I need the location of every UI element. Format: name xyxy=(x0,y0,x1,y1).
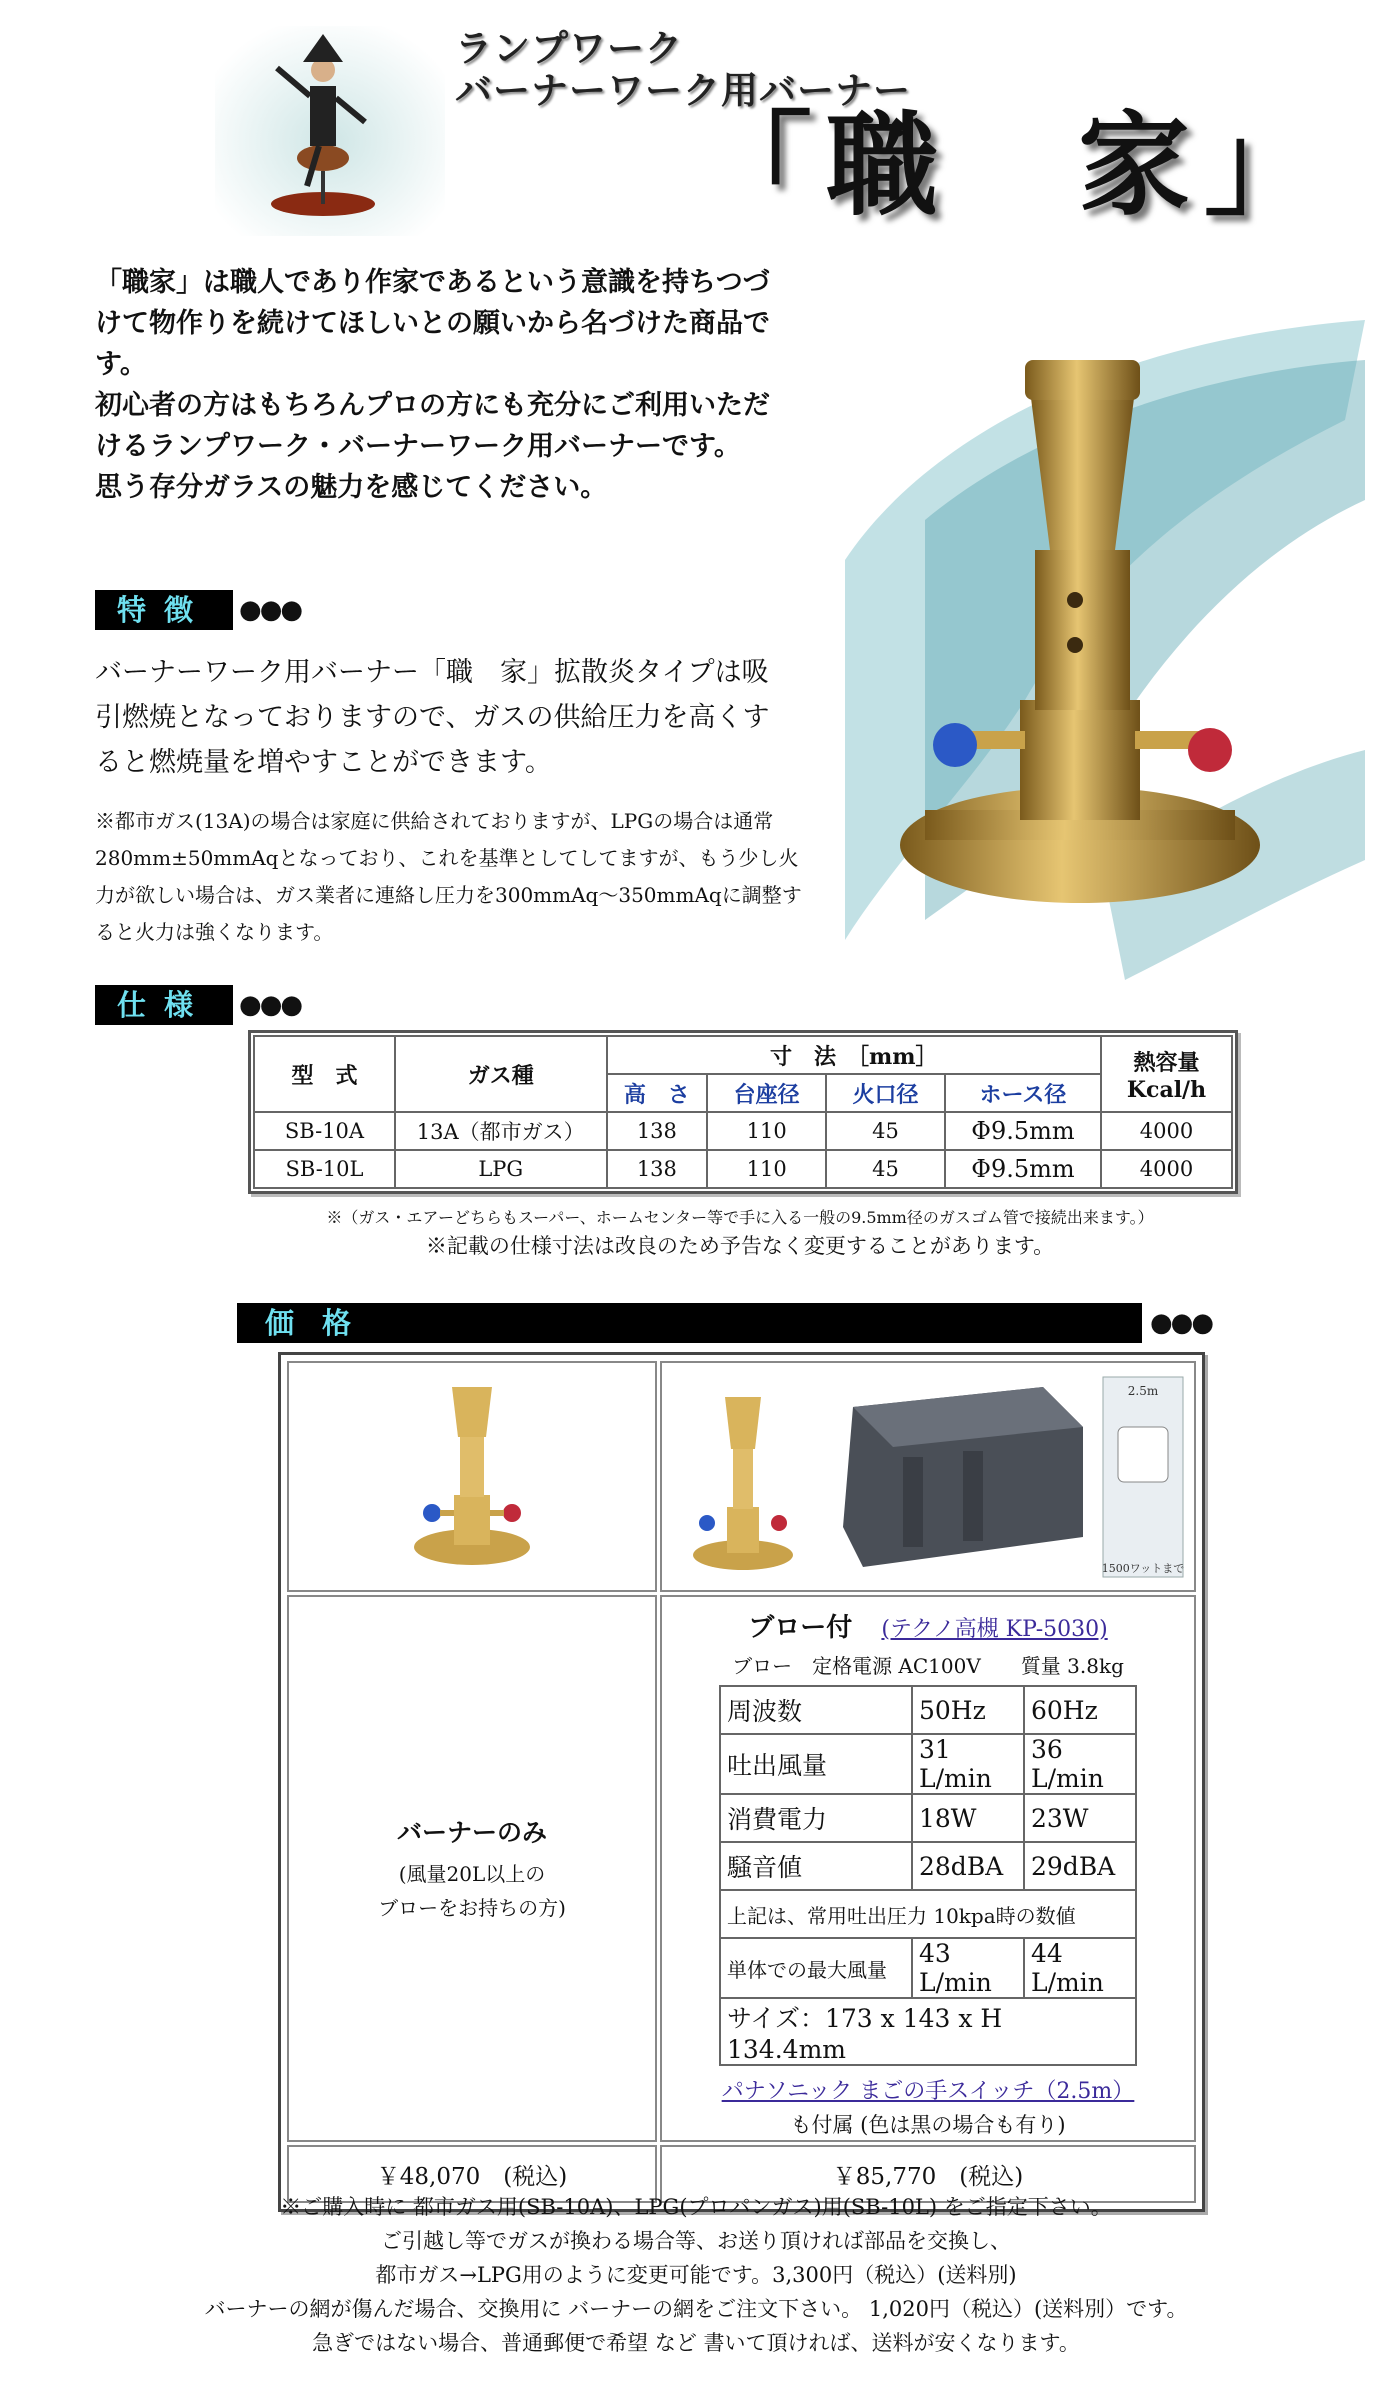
spec-cell-gas: LPG xyxy=(395,1150,607,1188)
spec-cell-nozzle: 45 xyxy=(826,1112,945,1150)
price-tag-label: 価格 xyxy=(265,1306,380,1340)
blower-spec-max-label: 単体での最大風量 xyxy=(720,1938,912,1998)
brand-title: 「職 家」 xyxy=(700,100,1330,231)
blower-spec-label: 騒音値 xyxy=(720,1842,912,1890)
spec-header-dims: 寸 法 ［mm］ xyxy=(607,1036,1102,1074)
spec-note-hose: ※（ガス・エアーどちらもスーパー、ホームセンター等で手に入る一般の9.5mm径のガスゴム管で接続出来ます。） xyxy=(326,1208,1154,1227)
spec-header-base: 台座径 xyxy=(707,1074,826,1112)
blower-spec-max-50hz: 43 L/min xyxy=(912,1938,1024,1998)
spec-header-hose: ホース径 xyxy=(945,1074,1101,1112)
spec-cell-nozzle: 45 xyxy=(826,1150,945,1188)
blower-spec-weight: 質量 3.8kg xyxy=(1020,1654,1124,1678)
blower-spec-50hz: 31 L/min xyxy=(912,1734,1024,1794)
features-tag-dots: ●●● xyxy=(239,595,302,625)
burner-blower-image-cell xyxy=(660,1361,1196,1592)
switch-link[interactable]: パナソニック まごの手スイッチ（2.5m） xyxy=(721,2079,1135,2104)
spec-cell-base: 110 xyxy=(707,1112,826,1150)
burner-only-image-cell xyxy=(287,1361,657,1592)
spec-tag-label: 仕様 xyxy=(95,985,233,1025)
spec-tag-dots: ●●● xyxy=(239,990,302,1020)
burner-only-description xyxy=(287,1595,657,2142)
blower-spec-60hz: 23W xyxy=(1024,1794,1136,1842)
spec-cell-height: 138 xyxy=(607,1150,708,1188)
blower-spec-row xyxy=(720,1794,1136,1842)
blower-spec-row xyxy=(720,1734,1136,1794)
purchase-note-line: 都市ガス→LPG用のように変更可能です。3,300円（税込）(送料別) xyxy=(375,2263,1017,2287)
blower-spec-row xyxy=(720,1686,1136,1734)
burner-blower-price: ￥85,770 (税込) xyxy=(660,2145,1196,2203)
burner-only-image xyxy=(402,1375,542,1575)
blower-spec-table xyxy=(719,1685,1137,2066)
header-line1: ランプワーク xyxy=(455,27,683,70)
features-note xyxy=(95,803,815,951)
blower-spec-label: 消費電力 xyxy=(720,1794,912,1842)
blower-spec-label: 吐出風量 xyxy=(720,1734,912,1794)
spec-cell-base: 110 xyxy=(707,1150,826,1188)
spec-cell-hose: Φ9.5mm xyxy=(945,1112,1101,1150)
spec-row xyxy=(254,1112,1232,1150)
intro-paragraph: 「職家」は職人であり作家であるという意識を持ちつづけて物作りを続けてほしいとの願いから名づけた商品です。 xyxy=(95,267,770,380)
spec-header-height: 高 さ xyxy=(607,1074,708,1112)
spec-table xyxy=(253,1035,1233,1189)
features-text xyxy=(95,650,795,785)
spec-header-heat-label: 熱容量 xyxy=(1133,1049,1200,1076)
header-line2: バーナーワーク用バーナー xyxy=(455,69,911,112)
blower-spec-size: サイズ：173 x 143 x H 134.4mm xyxy=(720,1998,1136,2065)
blower-spec-row xyxy=(720,1842,1136,1890)
blower-spec-60hz: 36 L/min xyxy=(1024,1734,1136,1794)
spec-table-frame xyxy=(248,1030,1238,1194)
spec-row xyxy=(254,1150,1232,1188)
blower-package-watt: 1500ワットまで xyxy=(1101,1562,1185,1575)
price-tag xyxy=(237,1303,1142,1343)
blower-title: ブロー付 xyxy=(748,1613,853,1643)
spec-tag xyxy=(95,985,301,1025)
price-table-frame xyxy=(278,1352,1205,2212)
spec-header-heat-unit: Kcal/h xyxy=(1126,1076,1207,1103)
craftsman-figurine-image xyxy=(215,26,445,236)
features-paragraph: バーナーワーク用バーナー「職 家」拡散炎タイプは吸引燃焼となっておりますので、ガスの供給圧力を高くすると燃焼量を増やすことができます。 xyxy=(95,657,770,778)
blower-spec-60hz: 60Hz xyxy=(1024,1686,1136,1734)
spec-header-gas: ガス種 xyxy=(395,1036,607,1112)
blower-spec-50hz: 28dBA xyxy=(912,1842,1024,1890)
purchase-notes xyxy=(100,2190,1292,2360)
burner-only-title: バーナーのみ xyxy=(396,1817,547,1847)
burner-only-price: ￥48,070 (税込) xyxy=(287,2145,657,2203)
blower-model-link[interactable]: (テクノ高槻 KP-5030) xyxy=(881,1617,1108,1642)
features-tag-label: 特徴 xyxy=(95,590,233,630)
spec-cell-model: SB-10L xyxy=(254,1150,395,1188)
spec-header-heat xyxy=(1101,1036,1232,1112)
blower-spec-line xyxy=(663,1650,1193,1679)
purchase-note-line: ※ご購入時に 都市ガス用(SB-10A)、LPG(プロパンガス)用(SB-10L) をご指定下さい。 xyxy=(280,2195,1112,2219)
spec-cell-model: SB-10A xyxy=(254,1112,395,1150)
switch-note: も付属 (色は黒の場合も有り) xyxy=(790,2113,1066,2137)
burner-only-subtitle xyxy=(290,1857,654,1925)
spec-cell-hose: Φ9.5mm xyxy=(945,1150,1101,1188)
blower-spec-remark: 上記は、常用吐出圧力 10kpa時の数値 xyxy=(720,1890,1136,1938)
burner-only-subtitle-line: ブローをお持ちの方) xyxy=(378,1895,566,1920)
spec-cell-heat: 4000 xyxy=(1101,1112,1232,1150)
purchase-note-line: ご引越し等でガスが換わる場合等、お送り頂ければ部品を交換し、 xyxy=(381,2229,1011,2253)
features-note-text: ※都市ガス(13A)の場合は家庭に供給されておりますが、LPGの場合は通常280mm±50mmAqとなっており、これを基準としてしてますが、もう少し火力が欲しい場合は、ガス業者に連絡し圧力を300mmAq～350mmAqに調整すると火力は強くなります。 xyxy=(95,809,802,944)
blower-spec-60hz: 29dBA xyxy=(1024,1842,1136,1890)
intro-text xyxy=(95,262,795,508)
burner-blower-image xyxy=(663,1367,1193,1582)
burner-product-image xyxy=(805,300,1385,990)
blower-spec-power: ブロー 定格電源 AC100V xyxy=(732,1654,981,1678)
price-tag-dots: ●●● xyxy=(1150,1308,1213,1338)
burner-blower-description xyxy=(660,1595,1196,2142)
features-tag xyxy=(95,590,301,630)
spec-note-change: ※記載の仕様寸法は改良のため予告なく変更することがあります。 xyxy=(425,1234,1055,1258)
spec-header-model: 型 式 xyxy=(254,1036,395,1112)
spec-header-nozzle: 火口径 xyxy=(826,1074,945,1112)
blower-package-length: 2.5m xyxy=(1127,1384,1159,1398)
spec-cell-heat: 4000 xyxy=(1101,1150,1232,1188)
purchase-note-line: 急ぎではない場合、普通郵便で希望 など 書いて頂ければ、送料が安くなります。 xyxy=(312,2331,1080,2355)
purchase-note-line: バーナーの網が傷んだ場合、交換用に バーナーの網をご注文下さい。 1,020円（税込）(送料別）です。 xyxy=(204,2297,1188,2321)
intro-paragraph: 思う存分ガラスの魅力を感じてください。 xyxy=(95,472,608,503)
blower-spec-label: 周波数 xyxy=(720,1686,912,1734)
blower-spec-50hz: 50Hz xyxy=(912,1686,1024,1734)
blower-spec-max-60hz: 44 L/min xyxy=(1024,1938,1136,1998)
burner-only-subtitle-line: (風量20L以上の xyxy=(398,1861,546,1886)
spec-cell-gas: 13A（都市ガス） xyxy=(395,1112,607,1150)
spec-cell-height: 138 xyxy=(607,1112,708,1150)
blower-spec-row xyxy=(720,1938,1136,1998)
price-table xyxy=(284,1358,1199,2206)
intro-paragraph: 初心者の方はもちろんプロの方にも充分にご利用いただけるランプワーク・バーナーワーク用バーナーです。 xyxy=(95,390,770,462)
blower-spec-50hz: 18W xyxy=(912,1794,1024,1842)
